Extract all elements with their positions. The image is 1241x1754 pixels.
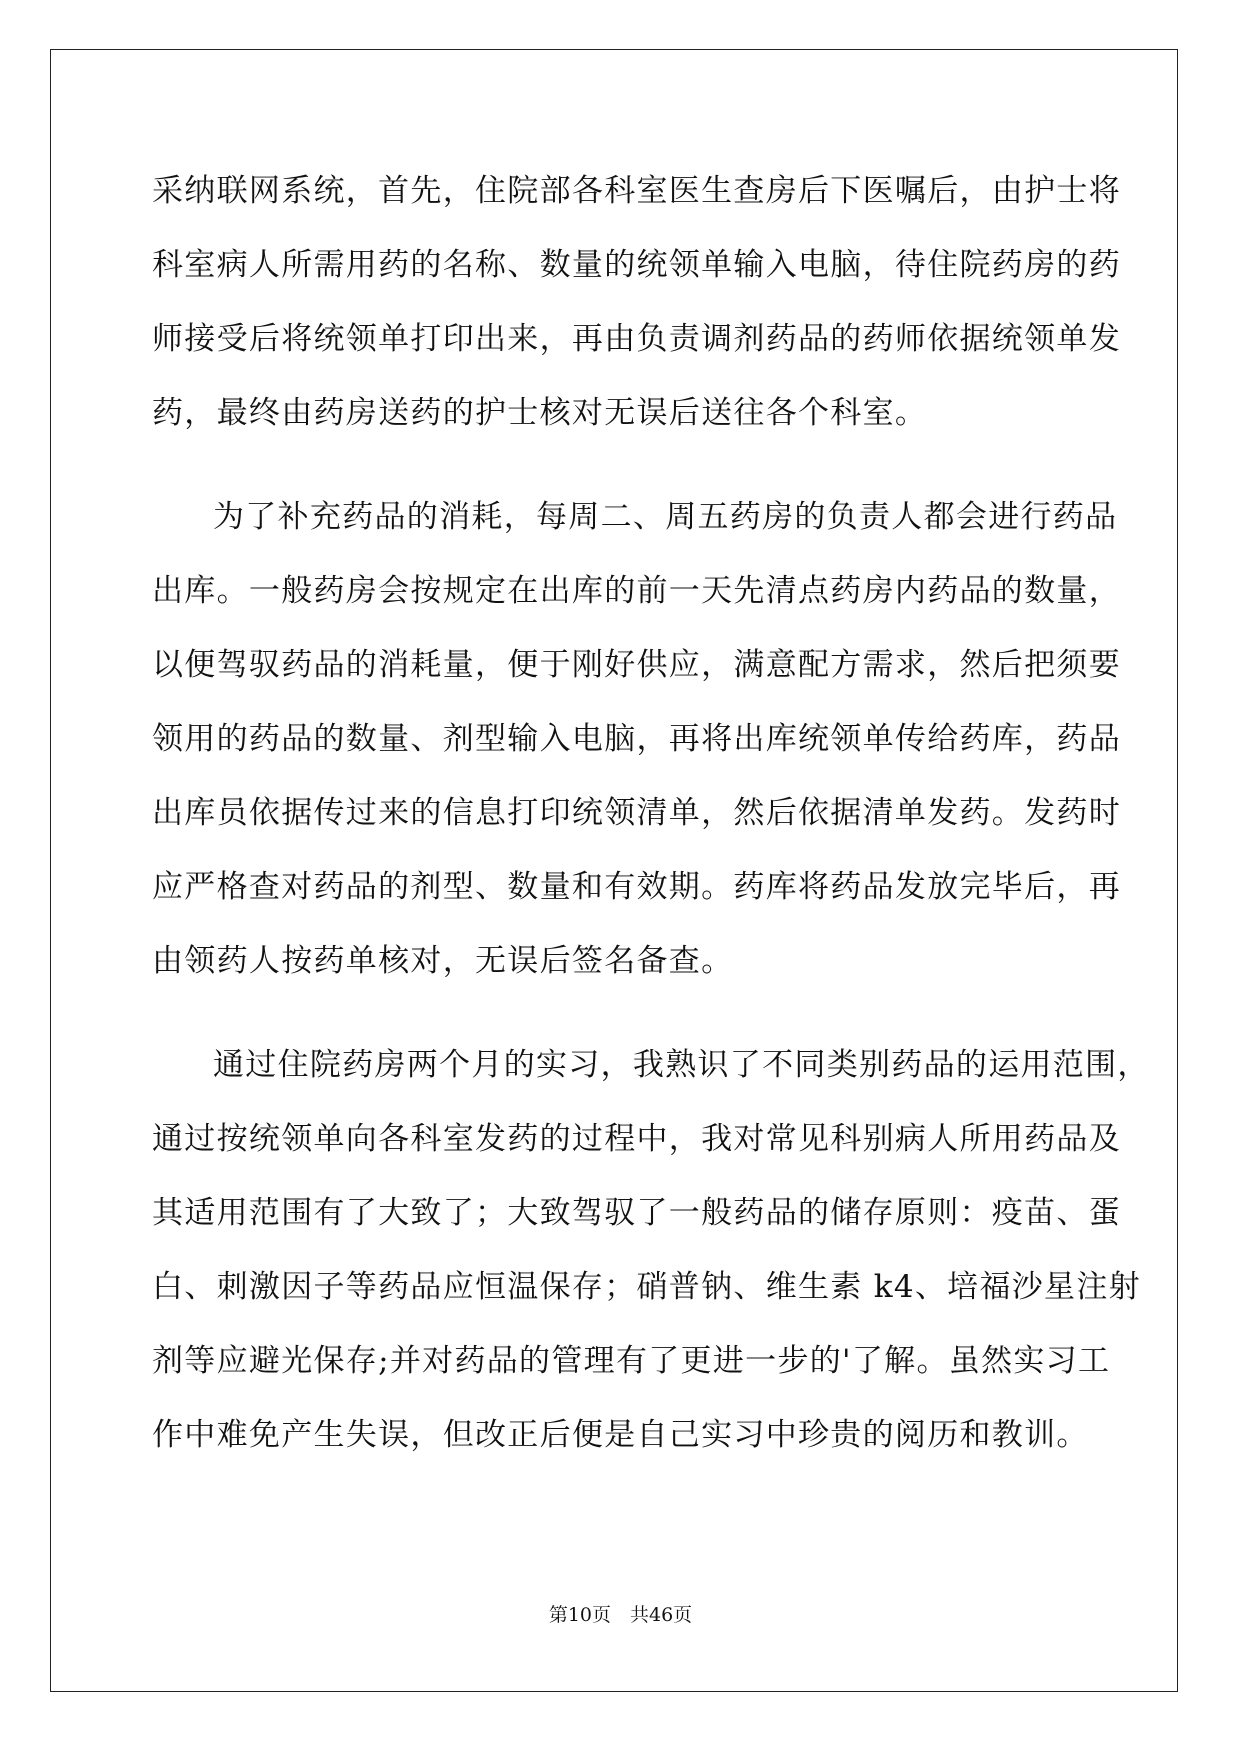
text-line-13: 通过按统领单向各科室发药的过程中，我对常见科别病人所用药品及 xyxy=(152,1121,1121,1157)
text-line-12: 通过住院药房两个月的实习，我熟识了不同类别药品的运用范围， xyxy=(213,1047,1150,1083)
text-line-15: 白、刺激因子等药品应恒温保存；硝普钠、维生素 k4、培福沙星注射 xyxy=(152,1269,1141,1305)
page-footer: 第10页 共46页 xyxy=(548,1604,693,1626)
text-line-6: 出库。一般药房会按规定在出库的前一天先清点药房内药品的数量， xyxy=(152,573,1121,609)
text-line-17: 作中难免产生失误，但改正后便是自己实习中珍贵的阅历和教训。 xyxy=(152,1417,1089,1453)
text-line-8: 领用的药品的数量、剂型输入电脑，再将出库统领单传给药库，药品 xyxy=(152,721,1121,757)
text-line-14: 其适用范围有了大致了；大致驾驭了一般药品的储存原则：疫苗、蛋 xyxy=(152,1195,1121,1231)
text-line-5: 为了补充药品的消耗，每周二、周五药房的负责人都会进行药品 xyxy=(213,499,1118,535)
text-line-2: 科室病人所需用药的名称、数量的统领单输入电脑，待住院药房的药 xyxy=(152,247,1121,283)
text-line-9: 出库员依据传过来的信息打印统领清单，然后依据清单发药。发药时 xyxy=(152,795,1121,831)
text-line-3: 师接受后将统领单打印出来，再由负责调剂药品的药师依据统领单发 xyxy=(152,321,1121,357)
text-line-16: 剂等应避光保存;并对药品的管理有了更进一步的'了解。虽然实习工 xyxy=(152,1343,1111,1379)
text-line-1: 采纳联网系统，首先，住院部各科室医生查房后下医嘱后，由护士将 xyxy=(152,173,1121,209)
text-line-4: 药，最终由药房送药的护士核对无误后送往各个科室。 xyxy=(152,395,928,431)
text-line-11: 由领药人按药单核对，无误后签名备查。 xyxy=(152,943,734,979)
text-line-7: 以便驾驭药品的消耗量，便于刚好供应，满意配方需求，然后把须要 xyxy=(152,647,1121,683)
text-line-10: 应严格查对药品的剂型、数量和有效期。药库将药品发放完毕后，再 xyxy=(152,869,1121,905)
